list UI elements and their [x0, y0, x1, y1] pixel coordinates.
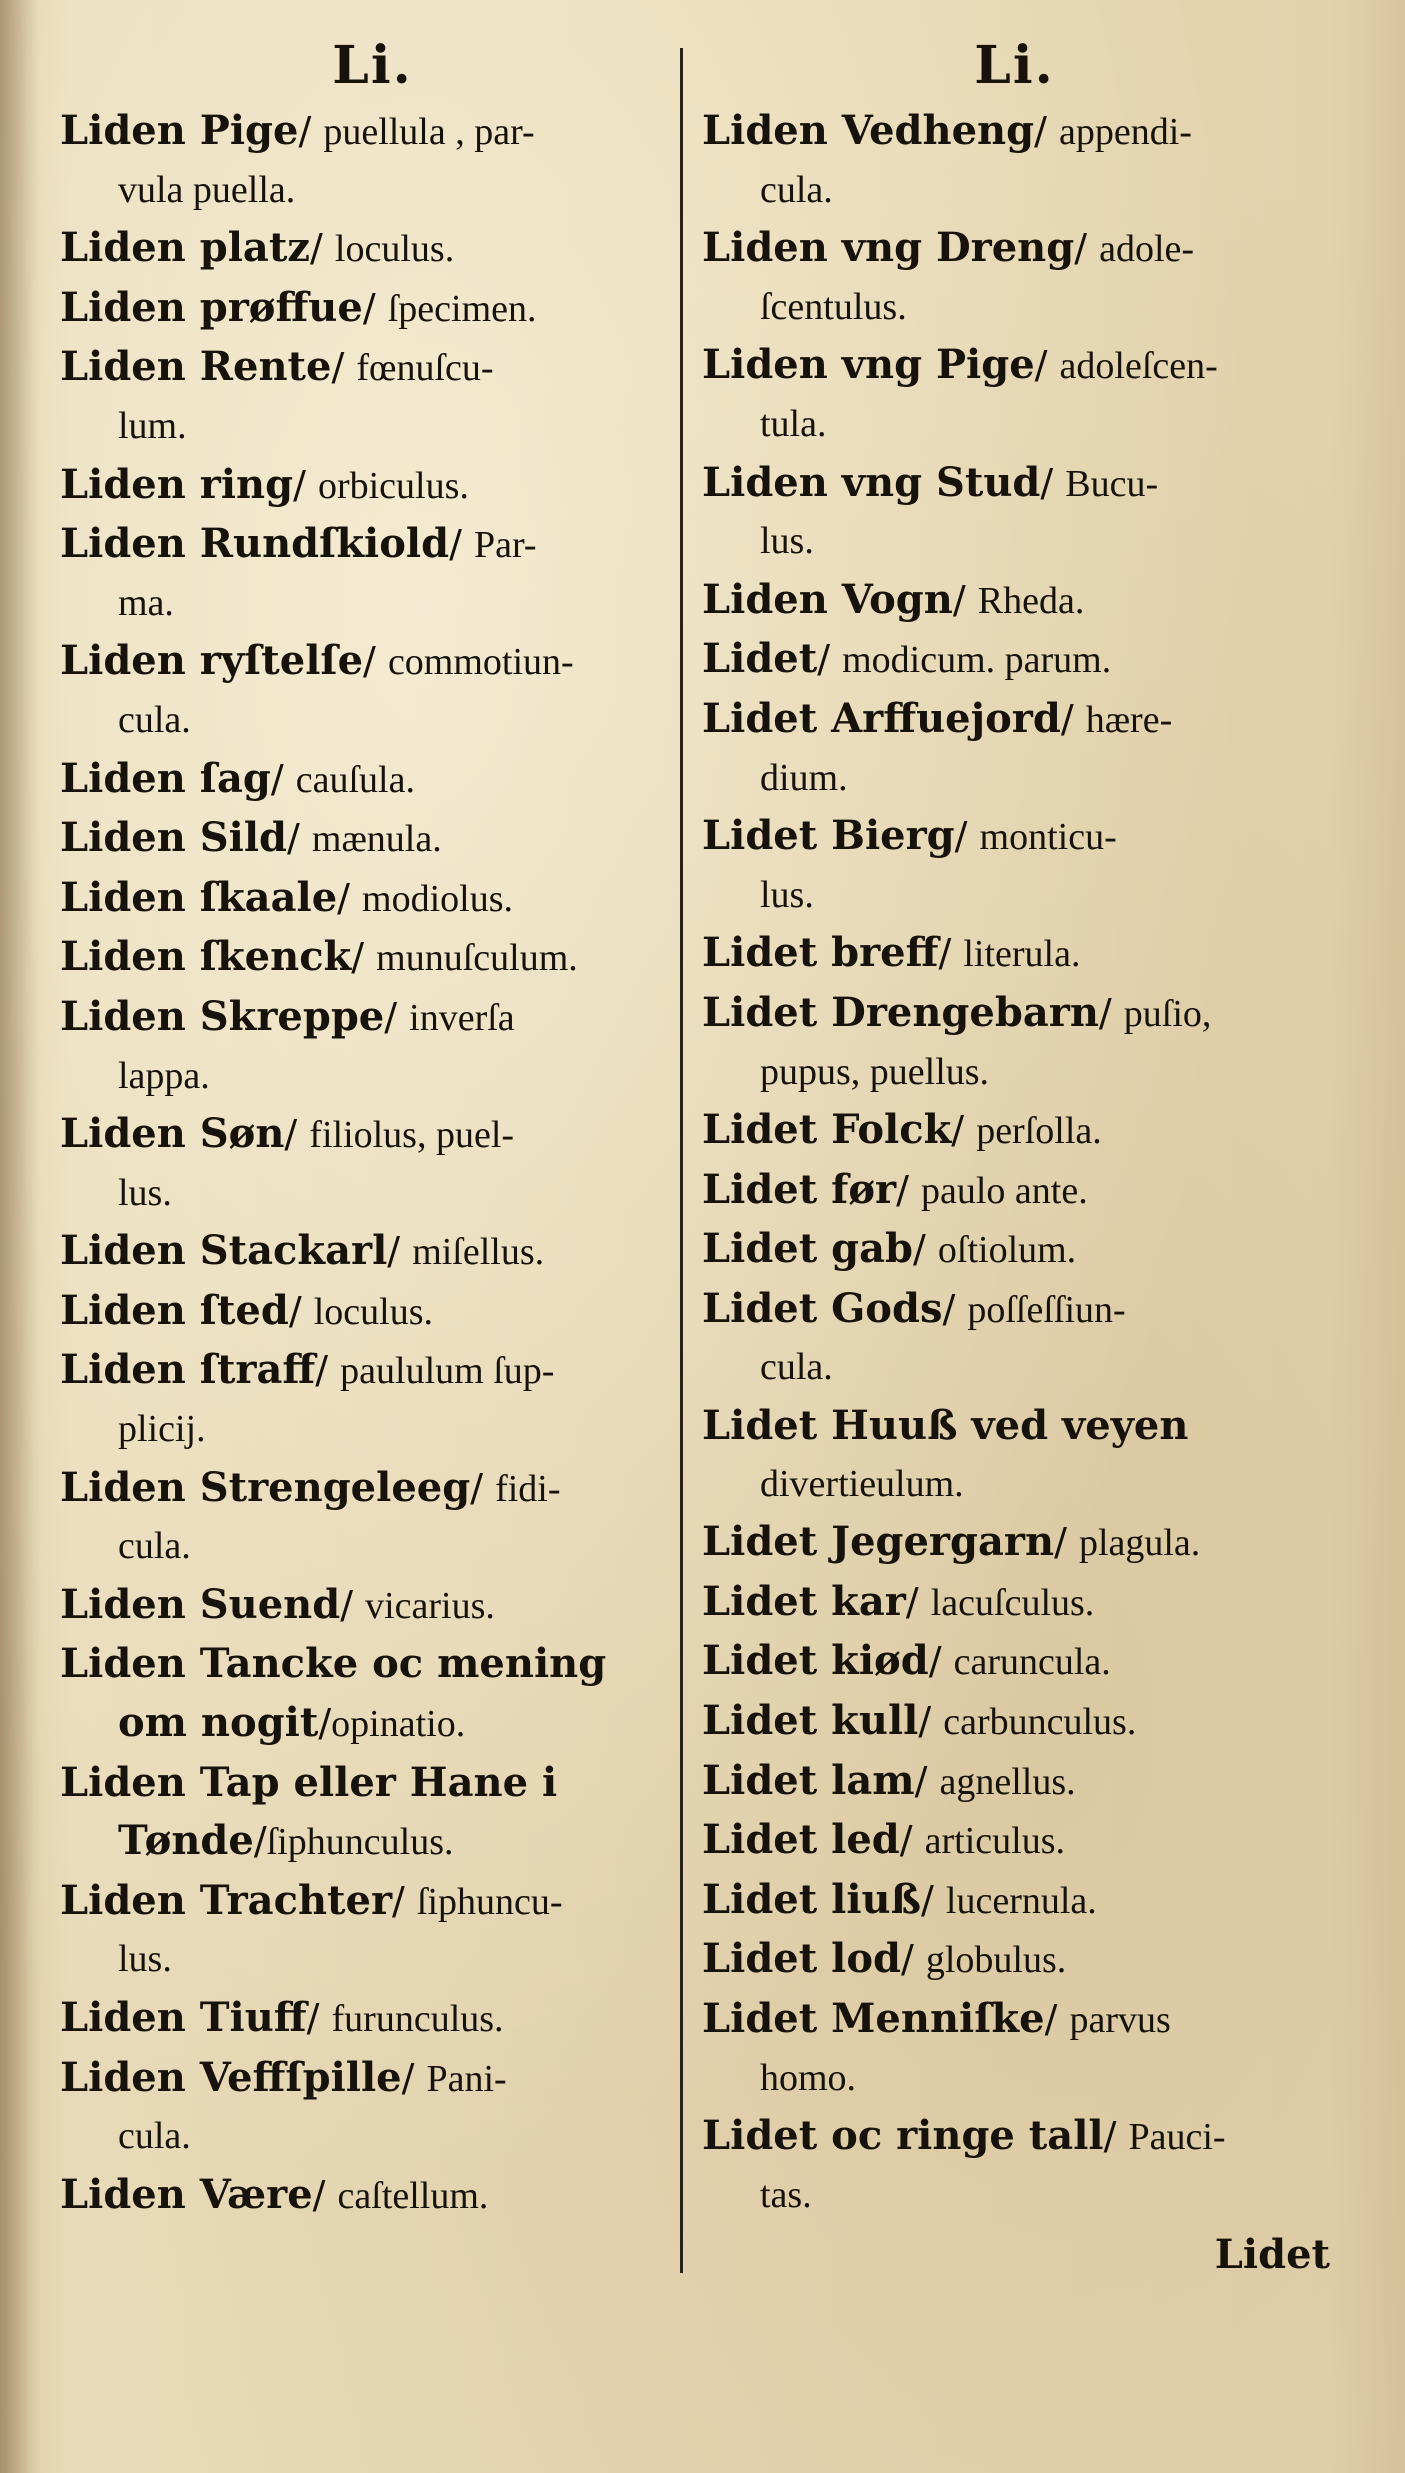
danish-headword: Lidet Arffuejord — [702, 694, 1061, 742]
danish-headword: Liden Suend — [60, 1580, 341, 1628]
latin-gloss-continuation: tas. — [760, 2173, 812, 2216]
latin-gloss: ſpecimen. — [387, 287, 537, 330]
latin-gloss: perſolla. — [976, 1110, 1102, 1153]
slash-separator: / — [900, 1937, 926, 1982]
danish-headword: Lidet liuß — [702, 1875, 922, 1923]
slash-separator: / — [362, 285, 388, 330]
danish-headword: Lidet led — [702, 1816, 900, 1864]
slash-separator: / — [905, 1579, 931, 1624]
danish-headword: Lidet Bierg — [702, 812, 955, 860]
danish-headword: Liden Søn — [60, 1110, 285, 1158]
danish-headword: Liden Veffſpille — [60, 2053, 402, 2101]
dictionary-entry — [702, 924, 1327, 984]
dictionary-entry — [702, 1632, 1327, 1692]
slash-separator: / — [470, 1465, 496, 1510]
slash-separator: / — [817, 637, 843, 682]
danish-headword: Liden Være — [60, 2170, 313, 2218]
danish-headword: Lidet — [702, 635, 818, 683]
dictionary-entry — [702, 1573, 1327, 1633]
dictionary-entry — [702, 1513, 1327, 1573]
danish-headword: Liden Tap eller Hane i — [60, 1758, 558, 1806]
latin-gloss: Rheda. — [977, 579, 1085, 622]
dictionary-entry — [60, 1222, 685, 1282]
dictionary-entry — [60, 515, 685, 632]
slash-separator: / — [928, 1639, 954, 1684]
danish-headword: Lidet før — [702, 1165, 897, 1213]
slash-separator: / — [449, 522, 474, 567]
danish-headword: Lidet kull — [702, 1697, 919, 1745]
latin-gloss: modicum. parum. — [842, 639, 1112, 682]
dictionary-entry — [60, 750, 685, 810]
latin-gloss-continuation: lappa. — [118, 1054, 210, 1097]
danish-headword: Liden Tiuff — [60, 1994, 307, 2041]
dictionary-entry — [702, 1280, 1327, 1397]
danish-headword-continuation: om nogit — [118, 1699, 319, 1747]
dictionary-entry — [702, 454, 1327, 571]
catchword: Lidet — [1214, 2231, 1330, 2278]
slash-separator: / — [1054, 1520, 1079, 1565]
dictionary-entry — [702, 1930, 1327, 1990]
dictionary-entry — [60, 338, 685, 455]
latin-gloss-continuation: cula. — [118, 698, 191, 741]
latin-gloss: adoleſcen- — [1059, 345, 1218, 388]
danish-headword: Liden Pige — [60, 107, 299, 154]
dictionary-entry — [60, 2166, 685, 2226]
latin-gloss-continuation: lum. — [118, 404, 187, 447]
slash-separator: / — [384, 994, 410, 1039]
latin-gloss: plagula. — [1078, 1522, 1201, 1565]
dictionary-entry — [702, 1161, 1327, 1221]
slash-separator: / — [913, 1227, 938, 1272]
column-divider-rule — [680, 48, 683, 2273]
slash-separator: / — [1103, 2114, 1129, 2159]
latin-gloss: lucernula. — [945, 1879, 1097, 1922]
slash-separator: / — [1034, 109, 1059, 153]
latin-gloss: agnellus. — [939, 1760, 1076, 1803]
slash-separator: / — [288, 1288, 314, 1333]
right-entry-list — [702, 102, 1327, 2224]
dictionary-entry — [702, 219, 1327, 336]
latin-gloss-continuation: pupus, puellus. — [760, 1050, 990, 1093]
slash-separator: / — [1040, 460, 1066, 505]
slash-separator: / — [337, 875, 363, 920]
latin-gloss: globulus. — [925, 1939, 1067, 1982]
slash-separator: / — [306, 1996, 332, 2040]
latin-gloss: ſiphuncu- — [416, 1880, 563, 1923]
slash-separator: / — [938, 931, 964, 976]
latin-gloss-continuation: lus. — [118, 1938, 172, 1981]
dictionary-entry — [702, 1397, 1327, 1513]
danish-headword: Liden Rundſkiold — [60, 520, 450, 568]
danish-headword: Lidet kiød — [702, 1637, 929, 1685]
latin-gloss: monticu- — [979, 816, 1117, 859]
slash-separator: / — [952, 577, 978, 622]
dictionary-entry — [60, 219, 685, 279]
latin-gloss: orbiculus. — [317, 464, 469, 507]
danish-headword: Lidet oc ringe tall — [702, 2112, 1104, 2160]
latin-gloss-continuation: dium. — [760, 756, 848, 799]
danish-headword: Liden ſkenck — [60, 933, 352, 981]
dictionary-entry — [702, 1990, 1327, 2107]
dictionary-entry — [60, 456, 685, 516]
latin-gloss: fidi- — [495, 1467, 561, 1510]
latin-gloss: furunculus. — [331, 1998, 504, 2040]
danish-headword: Lidet Menniſke — [702, 1995, 1045, 2042]
slash-separator: / — [351, 935, 377, 980]
dictionary-entry — [60, 869, 685, 929]
danish-headword: Liden ſag — [60, 754, 271, 802]
slash-separator: / — [1098, 990, 1124, 1035]
slash-separator: / — [363, 639, 388, 684]
latin-gloss: appendi- — [1059, 111, 1192, 153]
slash-separator: / — [318, 1701, 332, 1746]
dictionary-entry — [60, 1282, 685, 1342]
danish-headword: Lidet Folck — [702, 1106, 952, 1154]
dictionary-entry — [702, 1871, 1327, 1931]
slash-separator: / — [315, 1348, 341, 1393]
danish-headword: Lidet kar — [702, 1577, 906, 1625]
danish-headword: Liden vng Stud — [702, 458, 1041, 506]
latin-gloss-continuation: cula. — [760, 1346, 833, 1389]
slash-separator: / — [298, 109, 324, 153]
slash-separator: / — [253, 1819, 267, 1864]
dictionary-entry — [702, 1811, 1327, 1871]
dictionary-entry — [60, 1105, 685, 1222]
danish-headword: Liden ſted — [60, 1286, 289, 1334]
latin-gloss-continuation: ma. — [118, 581, 174, 624]
slash-separator: / — [331, 345, 357, 390]
slash-separator: / — [401, 2055, 427, 2100]
latin-gloss: modiolus. — [362, 877, 514, 920]
latin-gloss-continuation: lus. — [118, 1171, 172, 1214]
latin-gloss: puſio, — [1123, 992, 1212, 1035]
latin-gloss-continuation: divertieulum. — [760, 1462, 964, 1505]
headword-continuation-line — [60, 1694, 685, 1754]
latin-gloss: cauſula. — [295, 758, 415, 801]
latin-gloss: inverſa — [409, 996, 515, 1039]
slash-separator: / — [287, 816, 312, 861]
dictionary-entry — [60, 1341, 685, 1458]
dictionary-entry — [702, 571, 1327, 631]
latin-gloss: loculus. — [334, 228, 455, 271]
latin-gloss-continuation: cula. — [760, 168, 833, 211]
latin-gloss: vicarius. — [365, 1584, 495, 1627]
latin-gloss: Pauci- — [1128, 2116, 1226, 2159]
dictionary-entry — [702, 690, 1327, 807]
slash-separator: / — [1044, 1997, 1070, 2041]
latin-gloss-continuation: lus. — [760, 520, 814, 563]
latin-gloss: opinatio. — [331, 1703, 466, 1746]
dictionary-entry — [60, 928, 685, 988]
dictionary-entry — [60, 1635, 685, 1753]
dictionary-entry — [60, 809, 685, 869]
danish-headword: Liden Tancke oc mening — [60, 1640, 607, 1688]
danish-headword: Liden ſkaale — [60, 873, 338, 921]
latin-gloss: commotiun- — [387, 641, 574, 684]
danish-headword: Liden Vedheng — [702, 107, 1035, 154]
dictionary-entry — [60, 1989, 685, 2049]
dictionary-entry — [702, 1692, 1327, 1752]
danish-headword: Liden Sild — [60, 814, 287, 862]
slash-separator: / — [312, 2172, 338, 2217]
latin-gloss: miſellus. — [412, 1231, 545, 1274]
slash-separator: / — [899, 1818, 925, 1863]
latin-gloss: puellula , par- — [323, 111, 535, 153]
slash-separator: / — [293, 462, 318, 507]
latin-gloss: parvus — [1069, 1999, 1171, 2041]
latin-gloss: Bucu- — [1065, 462, 1159, 505]
dictionary-entry — [60, 1459, 685, 1576]
danish-headword: Liden Vogn — [702, 575, 953, 623]
dictionary-entry — [702, 630, 1327, 690]
latin-gloss-continuation: cula. — [118, 2115, 191, 2158]
latin-gloss: carbunculus. — [943, 1701, 1137, 1744]
slash-separator: / — [896, 1167, 921, 1212]
danish-headword: Liden Rente — [60, 343, 332, 391]
latin-gloss: articulus. — [924, 1820, 1066, 1863]
danish-headword: Lidet Jegergarn — [702, 1518, 1055, 1566]
slash-separator: / — [942, 1286, 968, 1331]
danish-headword: Lidet lam — [702, 1756, 915, 1804]
latin-gloss-continuation: plicij. — [118, 1408, 206, 1451]
dictionary-entry — [60, 279, 685, 339]
dictionary-entry — [60, 988, 685, 1105]
slash-separator: / — [387, 1229, 413, 1274]
slash-separator: / — [392, 1878, 417, 1923]
slash-separator: / — [914, 1758, 940, 1803]
latin-gloss: literula. — [963, 933, 1081, 976]
latin-gloss: caſtellum. — [337, 2174, 489, 2217]
danish-headword: Liden Skreppe — [60, 992, 385, 1040]
dictionary-entry — [702, 984, 1327, 1101]
latin-gloss: oſtiolum. — [937, 1229, 1077, 1272]
dictionary-entry — [702, 807, 1327, 924]
danish-headword: Liden vng Pige — [702, 341, 1035, 389]
latin-gloss: mænula. — [311, 818, 442, 861]
latin-gloss-continuation: cula. — [118, 1525, 191, 1568]
dictionary-entry — [702, 1101, 1327, 1161]
slash-separator: / — [954, 814, 980, 859]
slash-separator: / — [951, 1108, 977, 1153]
danish-headword: Lidet gab — [702, 1225, 913, 1273]
latin-gloss-continuation: tula. — [760, 402, 827, 445]
dictionary-entry — [702, 1220, 1327, 1280]
danish-headword: Lidet breff — [702, 929, 939, 977]
latin-gloss: loculus. — [313, 1290, 434, 1333]
dictionary-entry — [702, 1752, 1327, 1812]
latin-gloss: ſiphunculus. — [266, 1821, 454, 1864]
latin-gloss: hære- — [1085, 698, 1173, 741]
latin-gloss: lacuſculus. — [930, 1581, 1095, 1624]
latin-gloss-continuation: lus. — [760, 873, 814, 916]
slash-separator: / — [1060, 696, 1086, 741]
left-column — [60, 30, 685, 2225]
danish-headword: Liden ſtraff — [60, 1346, 316, 1394]
headword-continuation-line — [60, 1812, 685, 1872]
slash-separator: / — [270, 756, 296, 801]
danish-headword: Liden platz — [60, 224, 311, 272]
slash-separator: / — [310, 226, 335, 271]
left-entry-list — [60, 102, 685, 2225]
latin-gloss: fœnuſcu- — [356, 347, 494, 390]
slash-separator: / — [284, 1112, 310, 1157]
slash-separator: / — [921, 1877, 946, 1922]
danish-headword-continuation: Tønde — [118, 1817, 254, 1865]
latin-gloss: filiolus, puel- — [309, 1114, 515, 1157]
dictionary-entry — [702, 2107, 1327, 2224]
danish-headword: Lidet lod — [702, 1935, 901, 1983]
dictionary-entry — [60, 1754, 685, 1872]
dictionary-entry — [60, 632, 685, 749]
latin-gloss: Par- — [473, 524, 537, 567]
danish-headword: Liden Trachter — [60, 1876, 393, 1924]
danish-headword: Lidet Huuß ved veyen — [702, 1402, 1189, 1450]
latin-gloss: caruncula. — [953, 1641, 1111, 1684]
danish-headword: Liden prøffue — [60, 283, 363, 331]
dictionary-entry — [60, 1872, 685, 1989]
latin-gloss: adole- — [1099, 228, 1195, 271]
page-gutter-shadow — [0, 0, 40, 2473]
slash-separator: / — [1074, 226, 1100, 271]
latin-gloss-continuation: homo. — [760, 2056, 857, 2099]
latin-gloss-continuation: vula puella. — [118, 168, 296, 211]
danish-headword: Lidet Drengebarn — [702, 988, 1099, 1036]
danish-headword: Lidet Gods — [702, 1284, 943, 1332]
danish-headword: Liden ring — [60, 460, 294, 508]
dictionary-entry — [60, 1576, 685, 1636]
danish-headword: Liden Stackarl — [60, 1227, 388, 1275]
latin-gloss: poſſeſſiun- — [967, 1288, 1126, 1331]
dictionary-entry — [60, 2049, 685, 2166]
slash-separator: / — [1034, 343, 1060, 388]
latin-gloss: munuſculum. — [376, 937, 578, 980]
dictionary-entry — [702, 336, 1327, 453]
latin-gloss: paululum ſup- — [340, 1350, 555, 1393]
dictionary-entry — [60, 102, 685, 219]
danish-headword: Liden Strengeleeg — [60, 1463, 471, 1511]
latin-gloss: paulo ante. — [921, 1169, 1088, 1212]
slash-separator: / — [918, 1699, 944, 1744]
right-running-head: Li. — [974, 35, 1055, 96]
right-column — [702, 30, 1327, 2224]
danish-headword: Liden vng Dreng — [702, 224, 1075, 272]
slash-separator: / — [340, 1582, 366, 1627]
dictionary-entry — [702, 102, 1327, 219]
danish-headword: Liden ryſtelſe — [60, 637, 364, 685]
latin-gloss: Pani- — [426, 2057, 507, 2100]
latin-gloss-continuation: ſcentulus. — [760, 285, 907, 328]
left-running-head: Li. — [332, 35, 413, 96]
